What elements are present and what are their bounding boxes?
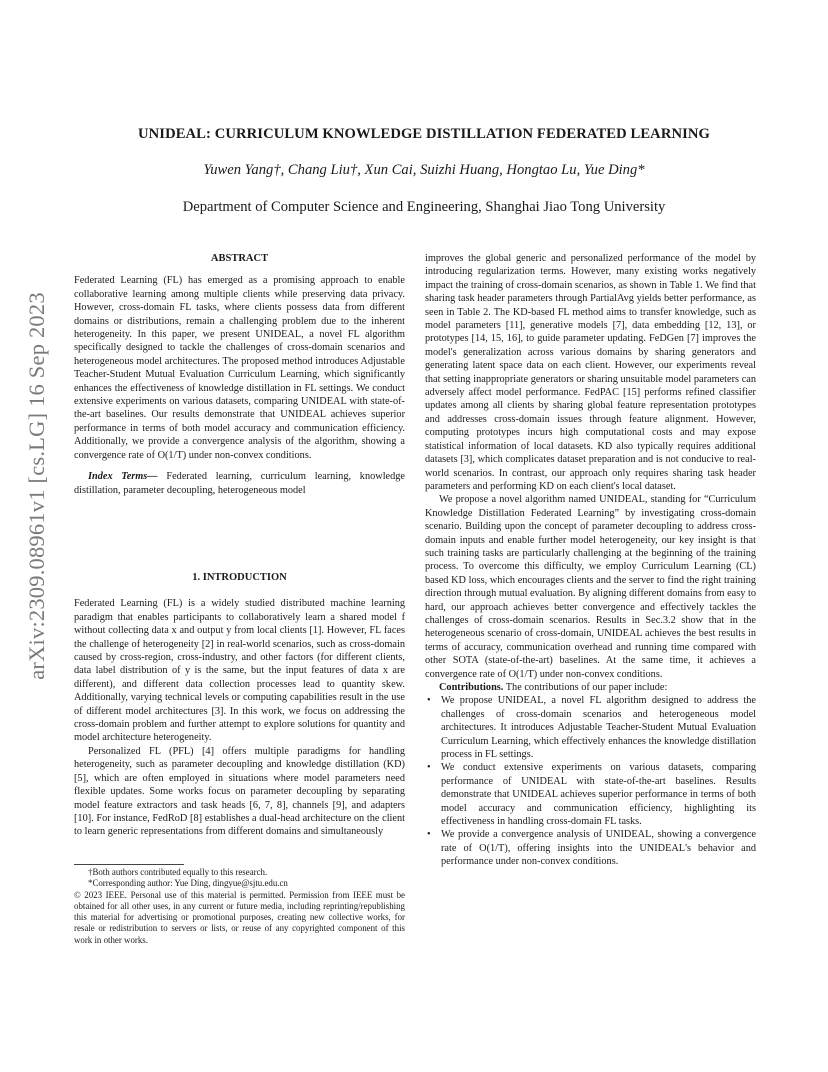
abstract-text: Federated Learning (FL) has emerged as a promising approach to enable collaborative learning among multiple clients while preserving data privacy. However, cross-domain FL tasks, where clients possess data from different domains or distributions, remain a challenging problem due to the inherent heterogeneity. In this paper, we present UNIDEAL, a novel FL algorithm specifically designed to tackle the challenges of cross-domain scenarios and heterogeneous model architectures. The proposed method introduces Adjustable Teacher-Student Mutual Evaluation Curriculum Learning, which significantly enhances the effectiveness of knowledge distillation in FL settings. We conduct extensive experiments on various datasets, comparing UNIDEAL with state-of-the-art baselines. Our results demonstrate that UNIDEAL achieves superior performance in terms of both model accuracy and communication efficiency. Additionally, we provide a convergence analysis of the algorithm, showing a convergence rate of O(1/T) under non-convex conditions. [74,275,405,461]
contributions-list [425,694,756,868]
right-paragraph-1: improves the global generic and personalized performance of the model by introducing regularization terms. However, many existing works negatively impact the training of cross-domain scenarios, as shown in Table 1. We find that sharing task header parameters through PartialAvg yields better performance, as seen in Table 2. The KD-based FL method aims to transfer knowledge, such as model parameters [11], generative models [7], data embedding [12, 13], or prototypes [14, 15, 16], to guide parameter updating. FeDGen [7] improves the model's generalization across various domains by sharing generators and generating latent space data on each client. However, our experiments reveal that setting inappropriate generators or sharing unsuitable model parameters can adversely affect model performance. FedPAC [15] performs refined classifier updates among all clients by sharing global feature representation prototypes and addresses cross-domain issues through feature alignment. However, computing prototypes incurs high computational costs and may expose statistical information of local datasets. KD also typically requires additional datasets [3], which complicates dataset preparation and is not conducive to real-world scenarios. In contrast, our approach only requires sharing task header parameters and performing KD on each client's local dataset. [425,253,756,492]
footnote-corresponding-author: *Corresponding author: Yue Ding, dingyue@sjtu.edu.cn [88,878,288,889]
contribution-item: • We provide a convergence analysis of UNIDEAL, showing a convergence rate of O(1/T), offering insights into the UNIDEAL's behavior and performance under non-convex conditions. [425,828,756,868]
abstract-heading: ABSTRACT [210,253,269,264]
copyright-notice: © 2023 IEEE. Personal use of this material is permitted. Permission from IEEE must be obtained for all other uses, in any current or future media, including reprinting/republishing this material for advertising or promotional purposes, creating new collective works, for resale or redistribution to servers or lists, or reuse of any copyrighted component of this work in other works. [74,889,405,945]
contributions-label: Contributions. [439,682,504,693]
arxiv-stamp [22,286,52,686]
author-list: Yuwen Yang†, Chang Liu†, Xun Cai, Suizhi Huang, Hongtao Lu, Yue Ding* [203,162,645,178]
contribution-item: • We propose UNIDEAL, a novel FL algorithm designed to address the challenges of cross-domain scenarios and heterogeneous model architectures. It introduces Adjustable Teacher-Student Mutual Evaluation Curriculum Learning, which effectively enhances the knowledge distillation process in FL settings. [425,694,756,761]
right-column [425,252,756,869]
arxiv-stamp-text: arXiv:2309.08961v1 [cs.LG] 16 Sep 2023 [24,292,49,680]
footnote-equal-contribution: †Both authors contributed equally to this research. [88,867,268,877]
contributions-text: The contributions of our paper include: [503,682,668,693]
introduction-heading: 1. INTRODUCTION [192,572,287,583]
contributions-intro [425,681,756,694]
introduction-section [74,571,405,839]
intro-paragraph-1: Federated Learning (FL) is a widely studied distributed machine learning paradigm that enables participants to collaboratively learn a shared model f without collecting data x and output y from local clients [1]. However, FL faces the challenge of heterogeneity [2] in real-world scenarios, such as cross-domain caused by cross-region, cross-industry, and other factors (for different clients, data label distribution of y is the same, but the input features of data x are different), and different data collection processes lead to quantity skew. Additionally, varying technical levels or computing capabilities result in the use of different model architectures [3]. In this work, we focus on addressing the cross-domain problem and further attempt to explore solutions for quantity and model architecture heterogeneity. [74,598,405,744]
affiliation: Department of Computer Science and Engineering, Shanghai Jiao Tong University [182,199,666,215]
index-terms-label: Index Terms— [88,471,158,483]
intro-paragraph-2: Personalized FL (PFL) [4] offers multiple paradigms for handling heterogeneity, such as parameter decoupling and knowledge distillation (KD) [5], which are often employed in situations where model parameters need flexible updates. Some works focus on parameter decoupling by separating model feature extractors and task heads [6, 7, 8], channels [9], and adapters [10]. For instance, FedRoD [8] establishes a dual-head architecture on the client to learn generic representations from different domains and simultaneously [74,745,405,838]
right-paragraph-2: We propose a novel algorithm named UNIDEAL, standing for “Curriculum Knowledge Distillation Federated Learning” by investigating cross-domain scenario. Building upon the concept of parameter decoupling to address cross-domain inputs and enable further model heterogeneity, our key insight is that such training tasks are particularly challenging at the beginning of the training process. To overcome this difficulty, we employ Curriculum Learning (CL) based KD loss, which encourages clients and the server to find the right training direction through mutual evaluation. By aligning different domains from easy to hard, our approach achieves better convergence and effectively tackles the challenges of cross-domain scenarios. Results in Sec.3.2 show that in the heterogeneous scenario of cross-domain, UNIDEAL achieves the best results in terms of accuracy, communication overhead and running time compared with other SOTA (state-of-the-art) baselines. At the same time, it achieves a convergence rate of O(1/T) under non-convex conditions. [425,494,756,680]
contribution-item: • We conduct extensive experiments on various datasets, comparing performance of UNIDEAL with state-of-the-art baselines. Results demonstrate that UNIDEAL achieves superior performance in terms of both model accuracy and communication efficiency, highlighting its effectiveness in handling cross-domain FL tasks. [425,761,756,828]
index-terms [74,470,405,497]
paper-title: UNIDEAL: CURRICULUM KNOWLEDGE DISTILLATION FEDERATED LEARNING [138,126,710,142]
abstract-section [74,252,405,497]
index-terms-text: Federated learning, curriculum learning, knowledge distillation, parameter decoupling, heterogeneous model [74,471,405,496]
footnotes [74,867,405,946]
footnote-rule [74,864,184,865]
